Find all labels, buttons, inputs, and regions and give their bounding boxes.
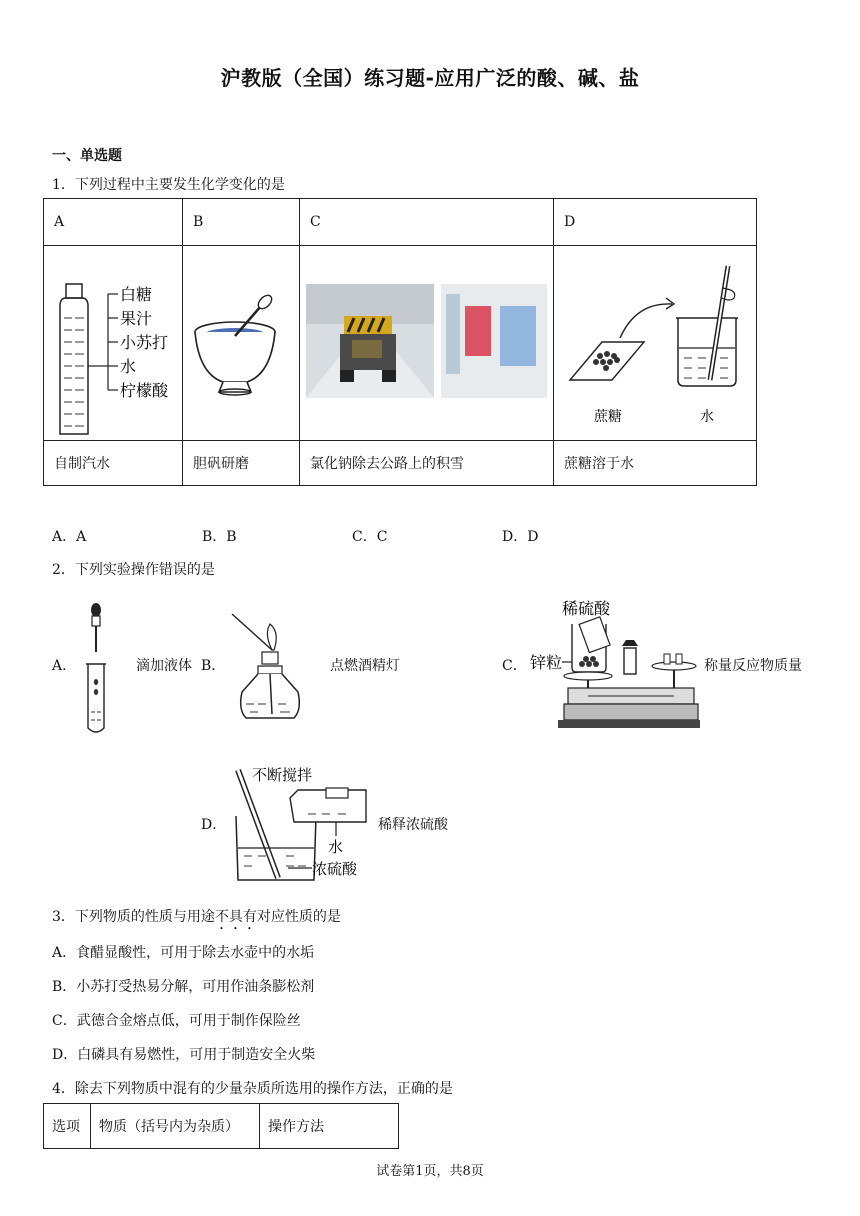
q2-option-a-text: 滴加液体 (136, 658, 192, 674)
q2-option-d-prefix: D． (201, 817, 227, 833)
q1-image-a (44, 246, 183, 441)
q2-option-b-text: 点燃酒精灯 (330, 658, 400, 674)
page-footer: 试卷第1页，共8页 (376, 1164, 484, 1179)
q1-option-b: B．B (202, 529, 237, 545)
dilute-acid-illustration (228, 760, 368, 888)
mortar-pestle-illustration (183, 246, 299, 436)
q4-stem: 4．除去下列物质中混有的少量杂质所选用的操作方法，正确的是 (52, 1081, 453, 1097)
label-baitang: 白糖 (120, 285, 153, 304)
label-buduanjiaoban: 不断搅拌 (252, 766, 313, 784)
label-xinli: 锌粒 (530, 653, 563, 672)
q1-header-a: A (44, 199, 183, 246)
q1-caption-d: 蔗糖溶于水 (554, 441, 757, 486)
q1-image-c (300, 246, 554, 441)
q1-image-d (554, 246, 757, 441)
dropper-illustration (78, 600, 114, 736)
q2-option-d-text: 稀释浓硫酸 (378, 817, 448, 833)
sugar-dissolve-illustration (554, 246, 756, 436)
soda-bottle-illustration (44, 246, 182, 436)
q3-option-c: C．武德合金熔点低，可用于制作保险丝 (52, 1013, 301, 1029)
q1-option-a: A．A (52, 529, 87, 545)
q1-header-d: D (554, 199, 757, 246)
section-heading: 一、单选题 (52, 148, 122, 164)
q4-header-substance: 物质（括号内为杂质） (91, 1104, 260, 1149)
q3-option-d: D．白磷具有易燃性，可用于制造安全火柴 (52, 1047, 316, 1063)
label-shui: 水 (120, 357, 137, 376)
q4-table (43, 1103, 399, 1149)
q2-option-c-prefix: C． (502, 658, 527, 674)
label-ningmengsuan: 柠檬酸 (120, 381, 169, 400)
q1-caption-a: 自制汽水 (44, 441, 183, 486)
label-xiliusuan: 稀硫酸 (562, 599, 611, 618)
q1-table (43, 198, 757, 486)
q3-option-a: A．食醋显酸性，可用于除去水壶中的水垢 (52, 945, 315, 961)
q1-caption-b: 胆矾研磨 (183, 441, 300, 486)
q2-option-c-text: 称量反应物质量 (704, 658, 802, 674)
q3-stem: 3．下列物质的性质与用途不具有对应性质的是 (52, 909, 341, 925)
q1-header-c: C (300, 199, 554, 246)
q2-option-b-prefix: B． (201, 658, 226, 674)
balance-scale-illustration (528, 596, 700, 730)
label-shui-d: 水 (700, 409, 714, 425)
page-title: 沪教版（全国）练习题-应用广泛的酸、碱、盐 (220, 66, 640, 90)
label-xiaosuda: 小苏打 (120, 333, 169, 352)
q1-option-c: C．C (352, 529, 388, 545)
label-water: 水 (328, 838, 344, 856)
q3-option-b: B．小苏打受热易分解，可用作油条膨松剂 (52, 979, 315, 995)
label-zhetang: 蔗糖 (594, 409, 622, 425)
label-guozhi: 果汁 (120, 309, 153, 328)
q1-caption-c: 氯化钠除去公路上的积雪 (300, 441, 554, 486)
q4-header-method: 操作方法 (260, 1104, 399, 1149)
alcohol-lamp-illustration (228, 610, 314, 730)
q1-stem: 1．下列过程中主要发生化学变化的是 (52, 177, 285, 193)
q1-header-b: B (183, 199, 300, 246)
q2-option-a-prefix: A． (52, 658, 77, 674)
q4-header-option: 选项 (44, 1104, 91, 1149)
q1-image-b (183, 246, 300, 441)
snow-removal-photos (300, 246, 553, 436)
q3-emphasis: 不具有 (214, 909, 257, 925)
q2-stem: 2．下列实验操作错误的是 (52, 562, 215, 578)
label-nongliusuan: 浓硫酸 (312, 860, 358, 878)
q1-option-d: D．D (502, 529, 539, 545)
